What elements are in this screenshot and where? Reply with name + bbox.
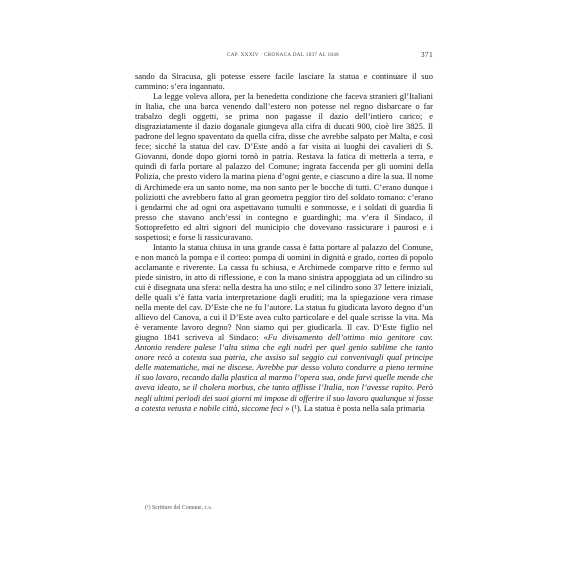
footnote: (¹) Scritture del Comune, c.s. (145, 505, 213, 511)
running-head: CAP. XXXIV · CRONACA DAL 1837 AL 1848 (227, 52, 340, 58)
paragraph-1: sando da Siracusa, gli potesse essere facile lasciare la statua e continuare il suo cammino: s’era ingannato. (135, 71, 433, 92)
paragraph-3 (135, 242, 433, 413)
letter-quotation: Fu divisamento dell’ottimo mio genitore cav. Antonio rendere palese l’alta stima che egli nudrì per quel genio sublime che tanto onore recò a cotesta sua patria, che assiso sul seggio cui convenivagli qual principe delle matematiche, mai ne discese. Avrebbe pur desso voluto condurre a pieno termine il suo lavoro, recando dalla plastica al marmo l’opera sua, onde farvi quelle mende che aveva ideato, se il cholera morbus, che tanto afflisse l’Italia, non l’avesse rapito. Però negli ultimi periodi dei suoi giorni mi impose di offerire il suo lavoro qualunque si fosse a cotesta vetusta e nobile città, siccome feci (135, 332, 433, 413)
page-header (135, 49, 433, 61)
paragraph-3-text: Intanto la statua chiusa in una grande cassa è fatta portare al palazzo del Comune, e non mancò la pompa e il corteo: pompa di uomini in dignità e grado, corteo di popolo acclamante e riverente. La cassa fu schiusa, e Archimede comparve ritto e fermo sul piede sinistro, in atto di riflessione, e con la mano sinistra appoggiata ad un cilindro su cui è disegnata una sfera: nella destra ha uno stilo; e nel cilindro sono 37 lettere iniziali, delle quali s’è fatta varia interpretazione dagli eruditi; ma la spiegazione vera rimase nella mente del cav. D’Este che ne fu l’autore. La statua fu giudicata lavoro degno d’un allievo del Canova, a cui il D’Este avea culto particolare e del quale scrisse la vita. Ma è veramente lavoro degno? Non siamo qui per giudicarla. Il cav. D’Este figlio nel giugno 1841 scriveva al Sindaco: « (135, 241, 433, 343)
book-page (135, 49, 433, 531)
paragraph-3-end: » (¹). La statua è posta nella sala primaria (283, 402, 425, 413)
paragraph-2: La legge voleva allora, per la benedetta condizione che faceva stranieri gl’Italiani in Italia, che una barca venendo dall’estero non potesse nel regno disbarcare o far trabalzo degli oggetti, se prima non pagasse il dazio dell’intiero carico; e disgraziatamente il dazio doganale giungeva alla cifra di ducati 900, cioè lire 3825. Il padrone del legno spaventato da quella cifra, disse che avrebbe salpato per Malta, e così fece; sicché la statua del cav. D’Este andò a far visita ai luoghi dei cavalieri di S. Giovanni, donde dopo giorni tornò in patria. Restava la fatica di metterla a terra, e quindi di farla portare al palazzo del Comune; ingrata faccenda per gli uomini della Polizia, che presto videro la marina piena d’ogni gente, e ciascuno a dire la sua. Il nome di Archimede era un santo nome, ma non santo per le bocche di tutti. C’erano dunque i poliziotti che avrebbero fatto al gran geometra peggior tiro del soldato romano: c’erano i gendarmi che ad ogni ora aspettavano tumulti e sommosse, e i soldati di guardia lì presso che stavano anch’essi in contegno e guardinghi; ma v’era il Sindaco, il Sottoprefetto ed altri signori del municipio che dovevano rassicurare i paurosi e i sospettosi; e forse li rassicuravano. (135, 91, 433, 242)
page-body (135, 71, 433, 413)
page-number: 371 (420, 50, 433, 59)
